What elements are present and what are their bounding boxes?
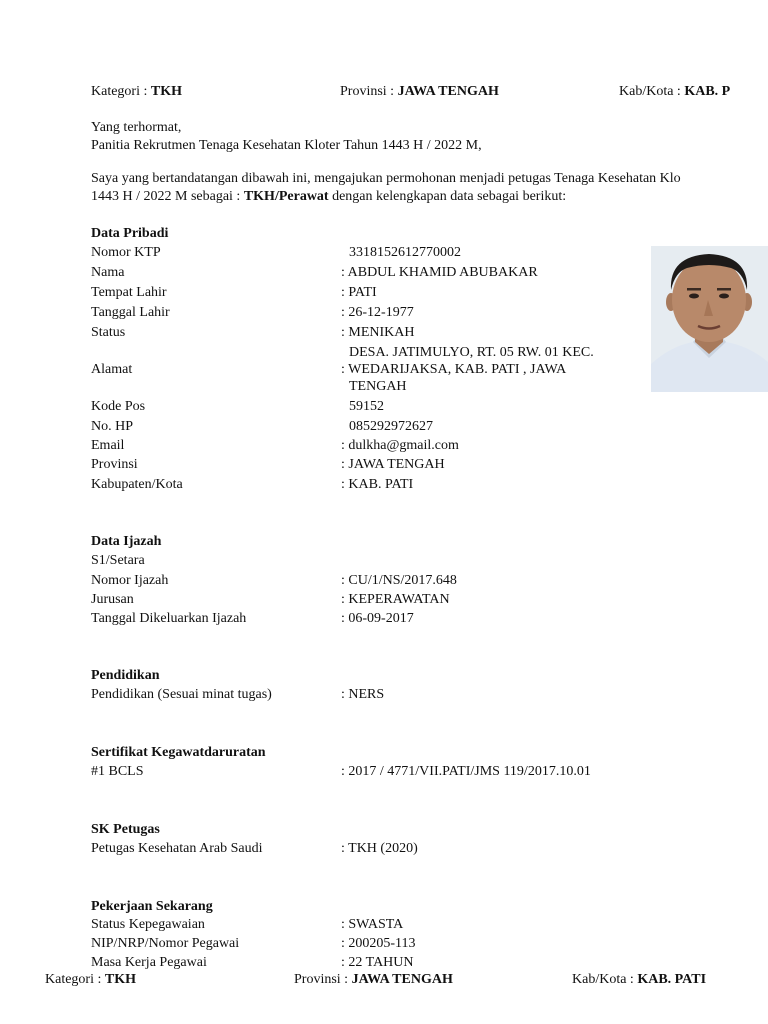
field-label: Provinsi: [91, 457, 138, 472]
field-value-nomor-ijazah: : CU/1/NS/2017.648: [341, 573, 457, 588]
field-label: Petugas Kesehatan Arab Saudi: [91, 841, 263, 856]
field-label: Nama: [91, 265, 125, 280]
section-pendidikan: Pendidikan: [91, 668, 160, 683]
field-label: Kabupaten/Kota: [91, 477, 183, 492]
section-pekerjaan: Pekerjaan Sekarang: [91, 899, 213, 914]
field-label: Tanggal Lahir: [91, 305, 170, 320]
field-value-sk-petugas: : TKH (2020): [341, 841, 418, 856]
field-value-tempat-lahir: : PATI: [341, 285, 377, 300]
field-label-alamat: Alamat: [91, 362, 133, 377]
header-provinsi-label: Provinsi :: [340, 84, 395, 99]
intro-role: TKH/Perawat: [243, 189, 329, 204]
footer-kategori-value: TKH: [104, 972, 136, 987]
field-value-alamat-line-1: DESA. JATIMULYO, RT. 05 RW. 01 KEC.: [349, 345, 594, 360]
field-value-tanggal-lahir: : 26-12-1977: [341, 305, 414, 320]
field-label: #1 BCLS: [91, 764, 144, 779]
footer-provinsi: [294, 971, 453, 989]
field-value-status: : MENIKAH: [341, 325, 415, 340]
header-kategori-label: Kategori :: [91, 84, 148, 99]
field-label: Kode Pos: [91, 399, 146, 414]
field-value-email: : dulkha@gmail.com: [341, 438, 459, 453]
intro-line-1: Saya yang bertandatangan dibawah ini, mengajukan permohonan menjadi petugas Tenaga Kesehatan Klo: [91, 171, 681, 186]
section-data-pribadi: Data Pribadi: [91, 226, 169, 241]
intro-line-2-a: 1443 H / 2022 M sebagai :: [91, 189, 241, 204]
field-label: Pendidikan (Sesuai minat tugas): [91, 687, 272, 702]
greeting: Yang terhormat,: [91, 120, 182, 135]
footer-kabkota-label: Kab/Kota :: [572, 972, 634, 987]
field-value-tanggal-ijazah: : 06-09-2017: [341, 611, 414, 626]
field-value-nama: : ABDUL KHAMID ABUBAKAR: [341, 265, 538, 280]
field-label: Status: [91, 325, 126, 340]
field-label: NIP/NRP/Nomor Pegawai: [91, 936, 240, 951]
profile-photo: [651, 246, 768, 392]
section-sertifikat: Sertifikat Kegawatdaruratan: [91, 745, 266, 760]
field-label: Tempat Lahir: [91, 285, 167, 300]
field-label: Masa Kerja Pegawai: [91, 955, 207, 970]
field-value-alamat-line-2: : WEDARIJAKSA, KAB. PATI , JAWA: [341, 362, 567, 377]
field-value-nomor-ktp: 3318152612770002: [349, 245, 461, 260]
field-value-nip: : 200205-113: [341, 936, 416, 951]
header-provinsi-value: JAWA TENGAH: [397, 84, 499, 99]
field-label: Nomor Ijazah: [91, 573, 169, 588]
header-kabkota-label: Kab/Kota :: [619, 84, 681, 99]
section-data-ijazah: Data Ijazah: [91, 534, 162, 549]
field-value-sertifikat: : 2017 / 4771/VII.PATI/JMS 119/2017.10.01: [341, 764, 591, 779]
header-kategori-value: TKH: [150, 84, 182, 99]
field-value-kabupaten-kota: : KAB. PATI: [341, 477, 414, 492]
field-value-masa-kerja: : 22 TAHUN: [341, 955, 414, 970]
field-value-status-kepegawaian: : SWASTA: [341, 917, 404, 932]
field-label: Jurusan: [91, 592, 134, 607]
footer-provinsi-value: JAWA TENGAH: [351, 972, 453, 987]
footer-provinsi-label: Provinsi :: [294, 972, 349, 987]
header-provinsi: [340, 83, 499, 101]
field-label: Nomor KTP: [91, 245, 161, 260]
field-label: No. HP: [91, 419, 134, 434]
footer-kabkota: [572, 971, 706, 989]
field-label: Email: [91, 438, 125, 453]
field-value-jurusan: : KEPERAWATAN: [341, 592, 450, 607]
field-value-provinsi: : JAWA TENGAH: [341, 457, 445, 472]
field-value-kode-pos: 59152: [349, 399, 384, 414]
field-value-pendidikan: : NERS: [341, 687, 385, 702]
intro-line-2-b: dengan kelengkapan data sebagai berikut:: [332, 189, 567, 204]
section-sk-petugas: SK Petugas: [91, 822, 160, 837]
field-value-alamat-line-3: TENGAH: [349, 379, 407, 394]
footer-kategori: [45, 971, 136, 989]
person-portrait-icon: [651, 246, 768, 392]
recipient: Panitia Rekrutmen Tenaga Kesehatan Kloter Tahun 1443 H / 2022 M,: [91, 138, 482, 153]
header-kabkota-value: KAB. P: [684, 84, 731, 99]
header-kabkota: [619, 83, 730, 101]
footer-kategori-label: Kategori :: [45, 972, 102, 987]
field-label: Status Kepegawaian: [91, 917, 205, 932]
ijazah-level: S1/Setara: [91, 553, 145, 568]
field-value-no-hp: 085292972627: [349, 419, 433, 434]
header-kategori: [91, 83, 182, 101]
field-label: Tanggal Dikeluarkan Ijazah: [91, 611, 247, 626]
footer-kabkota-value: KAB. PATI: [637, 972, 707, 987]
intro-line-2: [91, 188, 566, 206]
